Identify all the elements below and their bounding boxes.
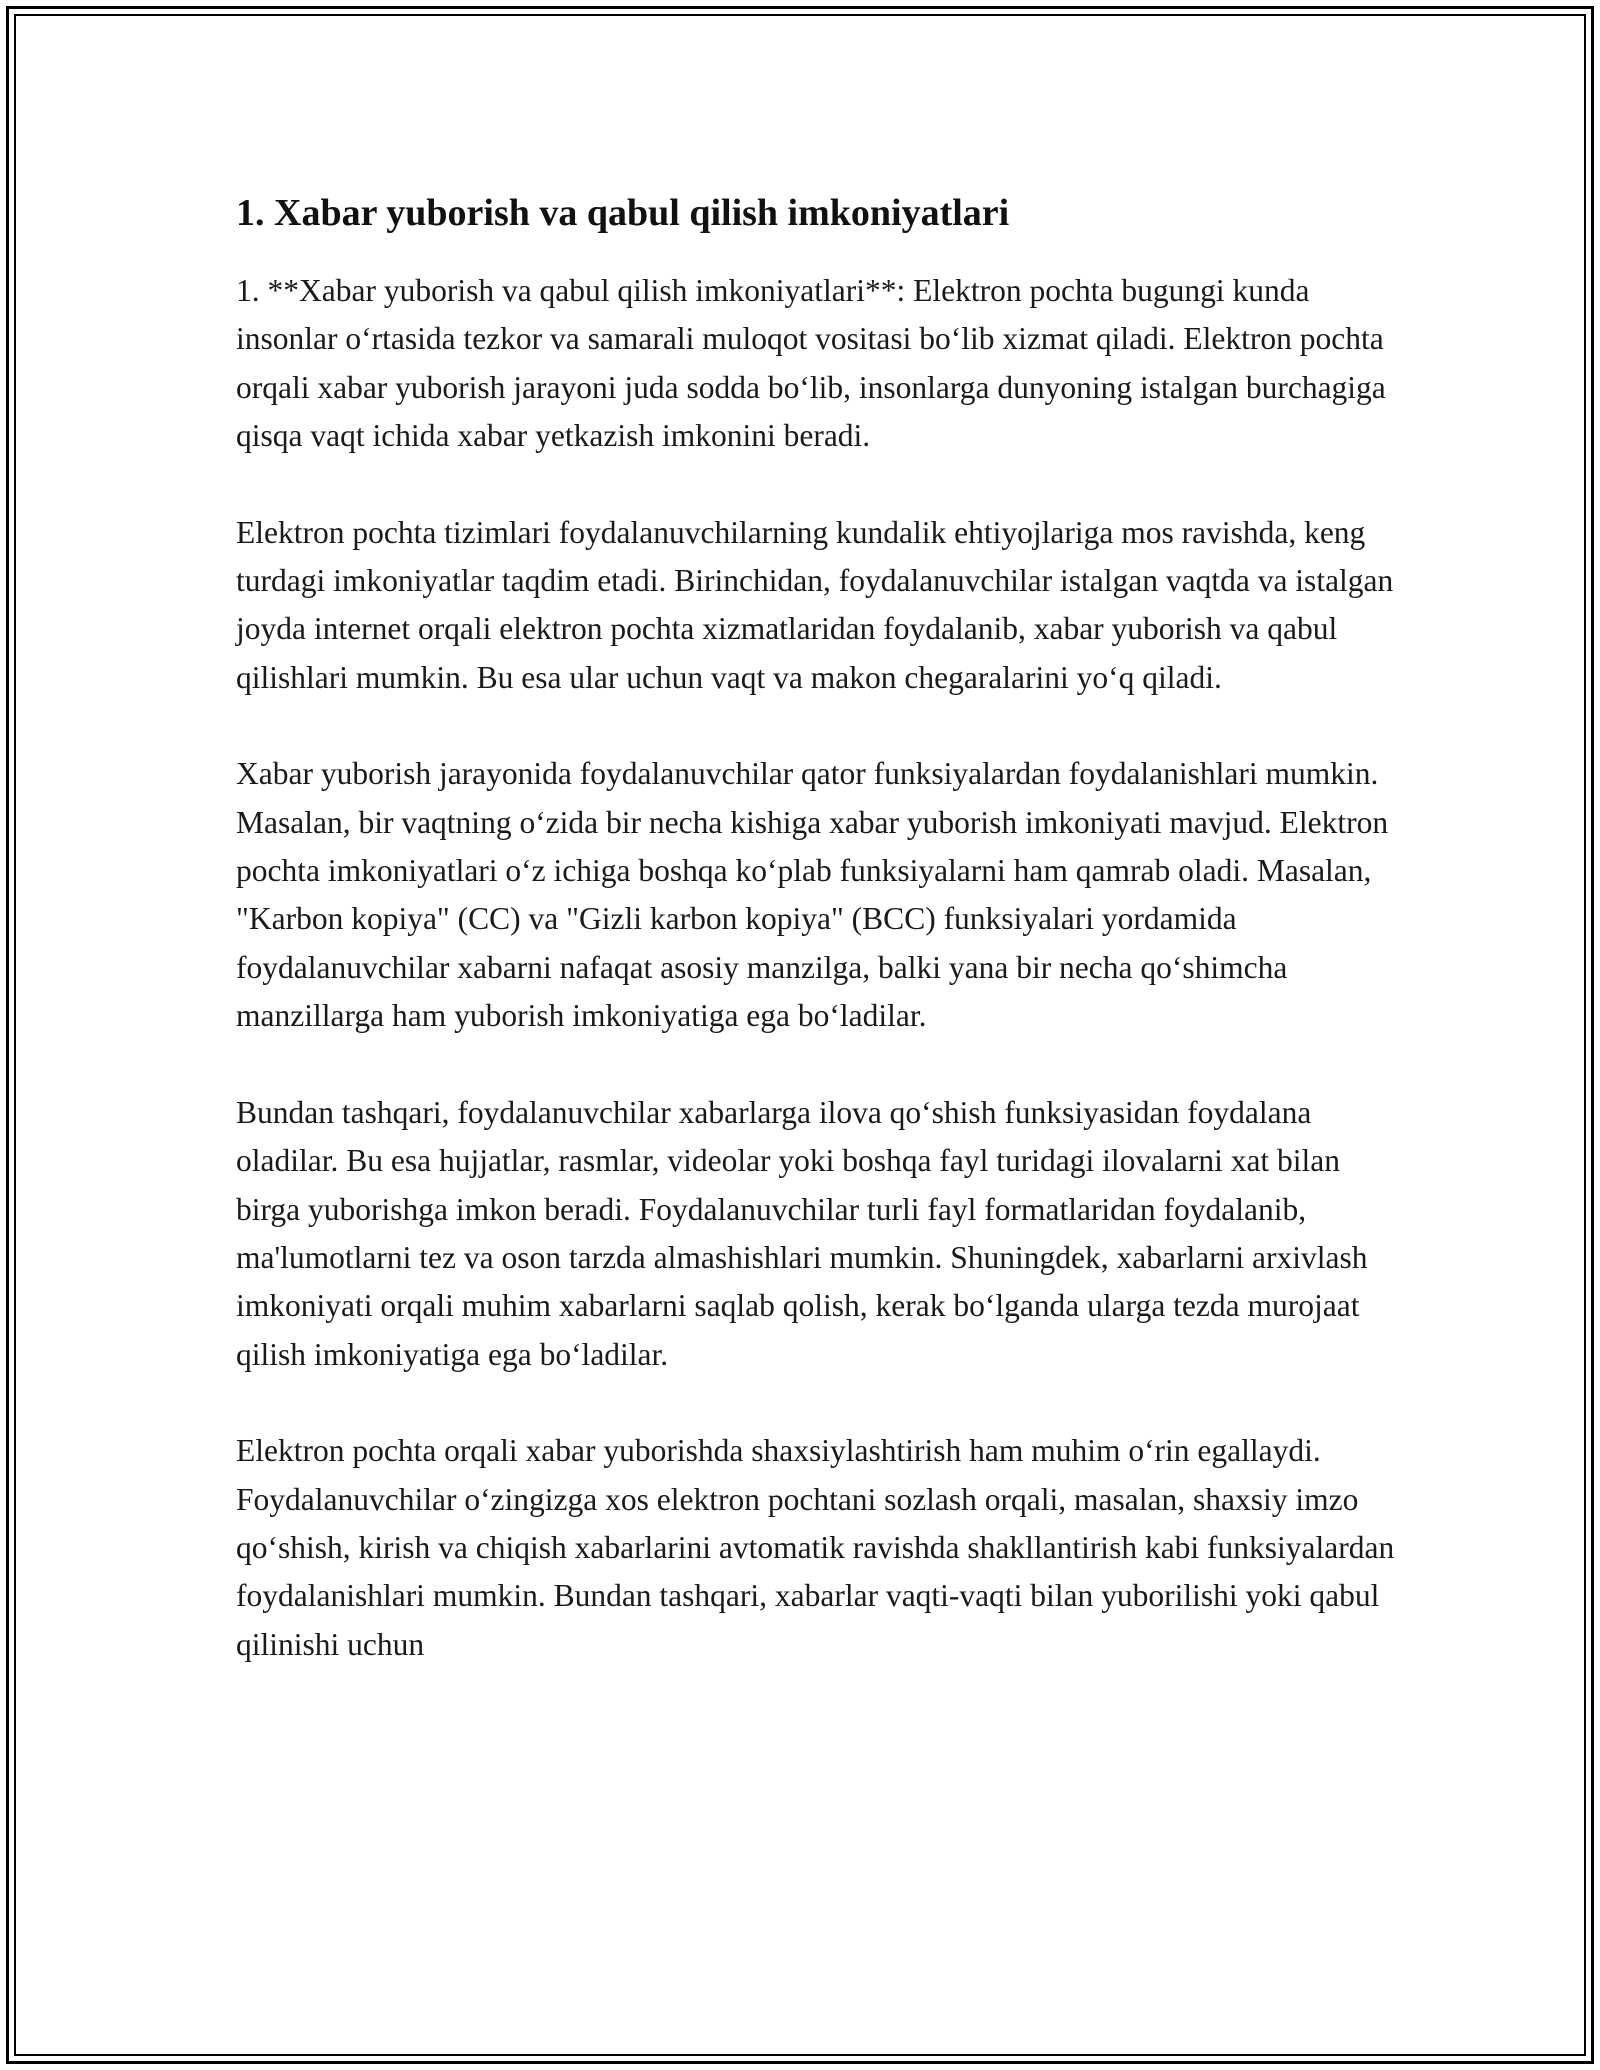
document-page — [236, 185, 1396, 1717]
paragraph-2: Elektron pochta tizimlari foydalanuvchilarning kundalik ehtiyojlariga mos ravishda, keng turdagi imkoniyatlar taqdim etadi. Birinchidan, foydalanuvchilar istalgan vaqtda va istalgan joyda internet orqali elektron pochta xizmatlaridan foydalanib, xabar yuborish va qabul qilishlari mumkin. Bu esa ular uchun vaqt va makon chegaralarini yoʻq qiladi. — [236, 514, 1394, 695]
paragraph-3: Xabar yuborish jarayonida foydalanuvchilar qator funksiyalardan foydalanishlari mumkin. Masalan, bir vaqtning oʻzida bir necha kishiga xabar yuborish imkoniyati mavjud. Elektron pochta imkoniyatlari oʻz ichiga boshqa koʻplab funksiyalarni ham qamrab oladi. Masalan, "Karbon kopiya" (CC) va "Gizli karbon kopiya" (BCC) funksiyalari yordamida foydalanuvchilar xabarni nafaqat asosiy manzilga, balki yana bir necha qoʻshimcha manzillarga ham yuborish imkoniyatiga ega boʻladilar. — [236, 756, 1389, 1034]
paragraph-5: Elektron pochta orqali xabar yuborishda shaxsiylashtirish ham muhim oʻrin egallaydi. Foydalanuvchilar oʻzingizga xos elektron pochtani sozlash orqali, masalan, shaxsiy imzo qoʻshish, kirish va chiqish xabarlarini avtomatik ravishda shakllantirish kabi funksiyalardan foydalanishlari mumkin. Bundan tashqari, xabarlar vaqti-vaqti bilan yuborilishi yoki qabul qilinishi uchun — [236, 1433, 1395, 1662]
paragraph-4: Bundan tashqari, foydalanuvchilar xabarlarga ilova qoʻshish funksiyasidan foydalana oladilar. Bu esa hujjatlar, rasmlar, videolar yoki boshqa fayl turidagi ilovalarni xat bilan birga yuborishga imkon beradi. Foydalanuvchilar turli fayl formatlaridan foydalanib, ma'lumotlarni tez va oson tarzda almashishlari mumkin. Shuningdek, xabarlarni arxivlash imkoniyati orqali muhim xabarlarni saqlab qolish, kerak boʻlganda ularga tezda murojaat qilish imkoniyatiga ega boʻladilar. — [236, 1094, 1368, 1372]
paragraph-1: 1. **Xabar yuborish va qabul qilish imkoniyatlari**: Elektron pochta bugungi kunda insonlar oʻrtasida tezkor va samarali muloqot vositasi boʻlib xizmat qiladi. Elektron pochta orqali xabar yuborish jarayoni juda sodda boʻlib, insonlarga dunyoning istalgan burchagiga qisqa vaqt ichida xabar yetkazish imkonini beradi. — [236, 273, 1386, 454]
page-title: 1. Xabar yuborish va qabul qilish imkoniyatlari — [236, 192, 1010, 234]
